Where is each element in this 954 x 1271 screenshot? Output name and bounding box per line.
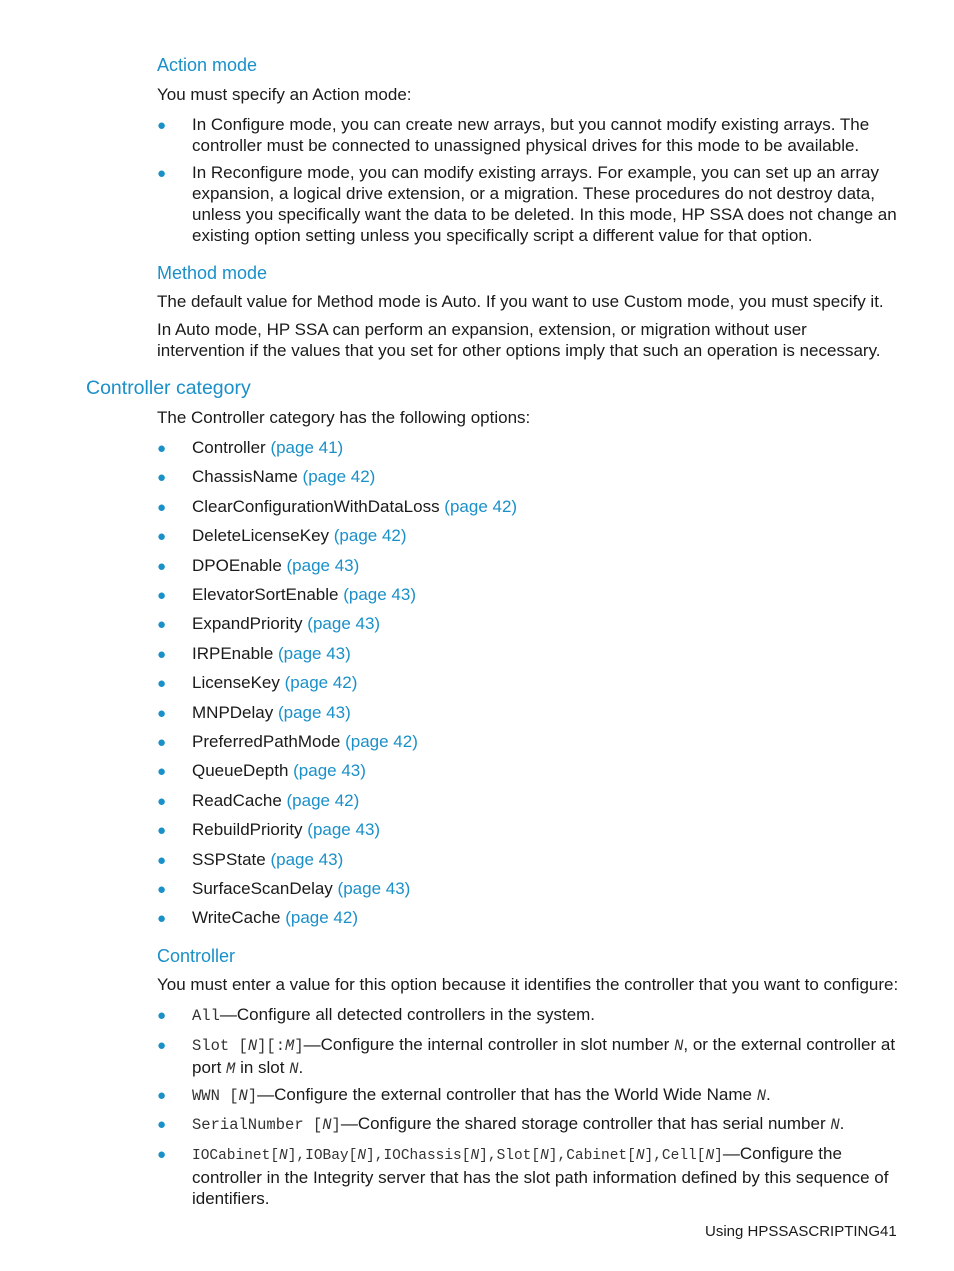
bullet-icon: ● <box>157 558 167 575</box>
option-name: PreferredPathMode <box>192 732 341 751</box>
bullet-icon: ● <box>157 1146 167 1163</box>
list-item <box>192 790 359 811</box>
page-reference-link[interactable]: (page 43) <box>307 820 381 839</box>
list-item <box>192 702 351 723</box>
list-item <box>192 525 407 546</box>
option-name: QueueDepth <box>192 761 289 780</box>
page-reference-link[interactable]: (page 42) <box>345 732 418 751</box>
list-item <box>192 907 358 928</box>
bullet-icon: ● <box>157 910 167 927</box>
option-name: ElevatorSortEnable <box>192 585 339 604</box>
page-number: 41 <box>880 1223 897 1240</box>
controller-bullet-all <box>192 1004 898 1027</box>
list-item <box>192 819 380 840</box>
bullet-icon: ● <box>157 1116 167 1133</box>
bullet-icon: ● <box>157 528 167 545</box>
code-slot: Slot [N][:M] <box>192 1037 304 1055</box>
list-item <box>192 437 343 458</box>
list-item <box>192 466 375 487</box>
list-item <box>192 849 343 870</box>
bullet-icon: ● <box>157 793 167 810</box>
page-reference-link[interactable]: (page 42) <box>286 791 360 810</box>
bullet-icon: ● <box>157 763 167 780</box>
page-reference-link[interactable]: (page 43) <box>293 761 366 780</box>
controller-bullet-serial: SerialNumber [N]—Configure the shared storage controller that has serial number N. <box>192 1114 845 1134</box>
page-reference-link[interactable]: (page 43) <box>286 556 360 575</box>
page-reference-link[interactable]: (page 43) <box>270 850 344 869</box>
page-reference-link[interactable]: (page 43) <box>337 879 411 898</box>
section-heading-method-mode: Method mode <box>157 263 268 283</box>
bullet-icon: ● <box>157 117 167 134</box>
bullet-icon: ● <box>157 469 167 486</box>
option-name: IRPEnable <box>192 644 274 663</box>
option-name: DeleteLicenseKey <box>192 526 330 545</box>
option-name: ClearConfigurationWithDataLoss <box>192 497 440 516</box>
method-mode-para-1: The default value for Method mode is Auto. If you want to use Custom mode, you must specify it. <box>157 292 884 311</box>
controller-intro: You must enter a value for this option because it identifies the controller that you want to configure: <box>157 975 899 994</box>
bullet-icon: ● <box>157 616 167 633</box>
option-name: WriteCache <box>192 908 281 927</box>
page-reference-link[interactable]: (page 41) <box>270 438 344 457</box>
bullet-icon: ● <box>157 822 167 839</box>
code-serial: SerialNumber [N] <box>192 1116 341 1134</box>
option-name: ReadCache <box>192 791 282 810</box>
section-heading-controller-category: Controller category <box>86 377 251 399</box>
page-reference-link[interactable]: (page 42) <box>285 908 359 927</box>
list-item <box>192 760 366 781</box>
page-reference-link[interactable]: (page 42) <box>444 497 518 516</box>
controller-bullet-wwn: WWN [N]—Configure the external controller that has the World Wide Name N. <box>192 1085 771 1105</box>
bullet-icon: ● <box>157 1087 167 1104</box>
bullet-icon: ● <box>157 440 167 457</box>
option-name: Controller <box>192 438 266 457</box>
footer-label: Using HPSSASCRIPTING <box>705 1223 881 1240</box>
page-reference-link[interactable]: (page 42) <box>302 467 376 486</box>
page-reference-link[interactable]: (page 43) <box>307 614 381 633</box>
bullet-icon: ● <box>157 881 167 898</box>
bullet-icon: ● <box>157 165 167 182</box>
option-name: DPOEnable <box>192 556 282 575</box>
option-name: RebuildPriority <box>192 820 303 839</box>
bullet-icon: ● <box>157 646 167 663</box>
list-item <box>192 643 351 664</box>
controller-bullet-slot: Slot [N][:M]—Configure the internal controller in slot number N, or the external controller at port M in slot N. <box>192 1035 896 1078</box>
bullet-icon: ● <box>157 852 167 869</box>
code-slot-path: IOCabinet[N],IOBay[N],IOChassis[N],Slot[N],Cabinet[N],Cell[N] <box>192 1148 723 1164</box>
option-name: MNPDelay <box>192 703 274 722</box>
section-heading-controller: Controller <box>157 946 236 966</box>
bullet-icon: ● <box>157 499 167 516</box>
option-name: SurfaceScanDelay <box>192 879 333 898</box>
page-reference-link[interactable]: (page 43) <box>277 703 351 722</box>
page-reference-link[interactable]: (page 43) <box>343 585 416 604</box>
action-mode-bullet-configure: In Configure mode, you can create new arrays, but you cannot modify existing arrays. The controller must be connected to unassigned physical drives for this mode to be available. <box>192 115 870 155</box>
action-mode-bullet-reconfigure: In Reconfigure mode, you can modify existing arrays. For example, you can set up an array expansion, a logical drive extension, or a migration. These procedures do not destroy data, unless you specifically want the data to be deleted. In this mode, HP SSA does not change an existing option setting unless you specifically script a different value for that option. <box>192 163 897 245</box>
list-item <box>192 584 416 605</box>
method-mode-para-2: In Auto mode, HP SSA can perform an expansion, extension, or migration without user intervention if the values that you set for other options imply that such an operation is necessary. <box>157 320 881 360</box>
list-item <box>192 555 359 576</box>
option-name: ChassisName <box>192 467 298 486</box>
option-name: LicenseKey <box>192 673 280 692</box>
bullet-icon: ● <box>157 675 167 692</box>
bullet-icon: ● <box>157 1007 167 1024</box>
code-wwn: WWN [N] <box>192 1087 258 1105</box>
action-mode-intro: You must specify an Action mode: <box>157 85 412 104</box>
code-all: All <box>192 1007 220 1025</box>
controller-bullet-integrity: IOCabinet[N],IOBay[N],IOChassis[N],Slot[N],Cabinet[N],Cell[N]—Configure the controller in the Integrity server that has the slot path information defined by this sequence of identifiers. <box>192 1144 889 1208</box>
page-reference-link[interactable]: (page 42) <box>333 526 407 545</box>
controller-category-intro: The Controller category has the following options: <box>157 408 531 427</box>
list-item <box>192 731 418 752</box>
list-item <box>192 496 517 517</box>
bullet-icon: ● <box>157 587 167 604</box>
page-reference-link[interactable]: (page 43) <box>278 644 351 663</box>
bullet-icon: ● <box>157 705 167 722</box>
bullet-text: —Configure all detected controllers in the system. <box>219 1005 596 1024</box>
list-item <box>192 878 410 899</box>
option-name: ExpandPriority <box>192 614 303 633</box>
page-reference-link[interactable]: (page 42) <box>284 673 358 692</box>
list-item <box>192 672 357 693</box>
bullet-icon: ● <box>157 734 167 751</box>
bullet-icon: ● <box>157 1037 167 1054</box>
list-item <box>192 613 380 634</box>
section-heading-action-mode: Action mode <box>157 55 258 75</box>
option-name: SSPState <box>192 850 266 869</box>
